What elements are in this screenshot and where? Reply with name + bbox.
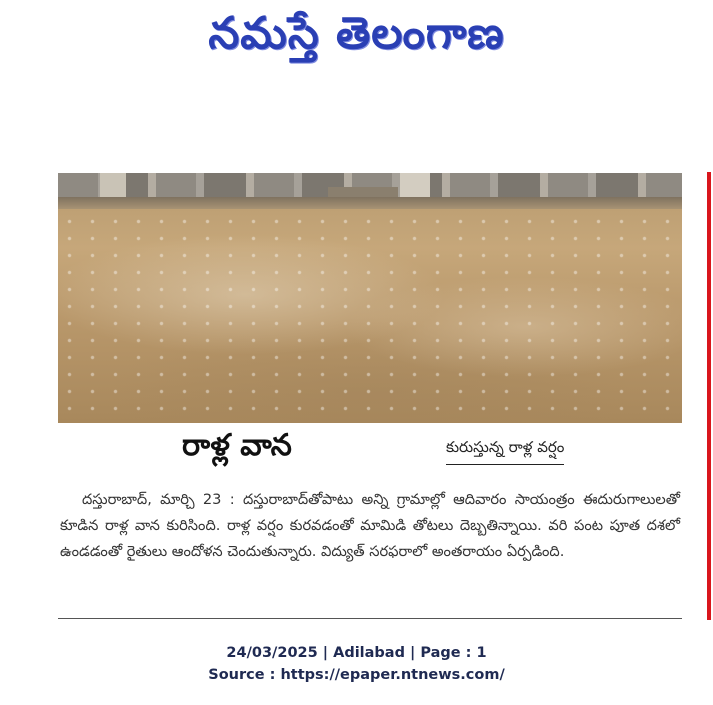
edition-info: 24/03/2025 | Adilabad | Page : 1 <box>226 645 487 661</box>
source-link[interactable]: Source : https://epaper.ntnews.com/ <box>208 667 505 683</box>
masthead-logo: నమస్తే తెలంగాణ <box>208 8 505 59</box>
news-photo <box>58 173 682 423</box>
photo-wall-edge <box>58 197 682 209</box>
photo-caption: కురుస్తున్న రాళ్ల వర్షం <box>446 438 564 465</box>
article-bottom-divider <box>58 618 682 619</box>
column-divider <box>707 172 711 620</box>
article-headline: రాళ్ల వాన <box>182 428 292 463</box>
article-body: దస్తురాబాద్, మార్చి 23 : దస్తురాబాద్‌తోపాటు అన్ని గ్రామాల్లో ఆదివారం సాయంత్రం ఈదురుగాలులతో కూడిన రాళ్ల వాన కురిసింది. రాళ్ల వర్షం కురవడంతో మామిడి తోటలు దెబ్బతిన్నాయి. వరి పంట పూత దశలో ఉండడంతో రైతులు ఆందోళన చెందుతున్నారు. విద్యుత్ సరఫరాలో అంతరాయం ఏర్పడింది. <box>60 491 680 560</box>
photo-hail-ripples <box>58 213 682 423</box>
